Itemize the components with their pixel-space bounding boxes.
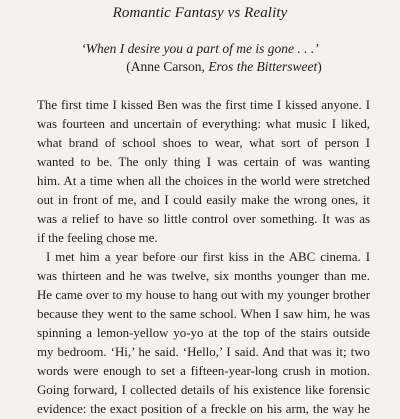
paragraph-2-line: He came over to my house to hang out with my younger brother	[37, 288, 370, 302]
paragraph-1-line: out in front of me, and I could easily make the wrong ones, it	[37, 193, 370, 207]
paragraph-2-line: I met him a year before our first kiss in the ABC cinema. I	[46, 250, 370, 264]
attribution-open: (Anne Carson,	[126, 59, 209, 74]
paragraph-1-line: was fourteen and uncertain of everything: what music I liked,	[37, 117, 370, 131]
paragraph-2-line: because they went to the same school. When I saw him, he was	[37, 307, 370, 321]
paragraph-2-line: my bedroom. ‘Hi,’ he said. ‘Hello,’ I said. And that was it; two	[37, 345, 370, 359]
paragraph-1-line: was a relief to have so little control over something. It was as	[37, 212, 370, 226]
paragraph-2-line: words were enough to set a fifteen-year-long crush in motion.	[37, 364, 370, 378]
attribution-work: Eros the Bittersweet	[208, 59, 318, 74]
paragraph-2-line: Going forward, I collected details of his existence like forensic	[37, 383, 370, 397]
paragraph-1-line: wanted to be. The only thing I was certain of was wanting	[37, 155, 370, 169]
paragraph-1-line: what brand of school shoes to wear, what sort of person I	[37, 136, 370, 150]
paragraph-2-line: spinning a lemon-yellow yo-yo at the top of the stairs outside	[37, 326, 370, 340]
epigraph-attribution	[0, 59, 400, 75]
paragraph-2-line: evidence: the exact position of a freckle on his arm, the way he	[37, 402, 370, 416]
epigraph-quote: ‘When I desire you a part of me is gone . . .’	[81, 41, 319, 56]
paragraph-1-line: The first time I kissed Ben was the first time I kissed anyone. I	[37, 98, 370, 112]
paragraph-2-line: was thirteen and he was twelve, six months younger than me.	[37, 269, 370, 283]
paragraph-1-line: him. At a time when all the choices in the world were stretched	[37, 174, 370, 188]
attribution-close: )	[317, 59, 322, 74]
chapter-title: Romantic Fantasy vs Reality	[112, 5, 288, 21]
paragraph-1-line: if the feeling chose me.	[37, 231, 158, 245]
